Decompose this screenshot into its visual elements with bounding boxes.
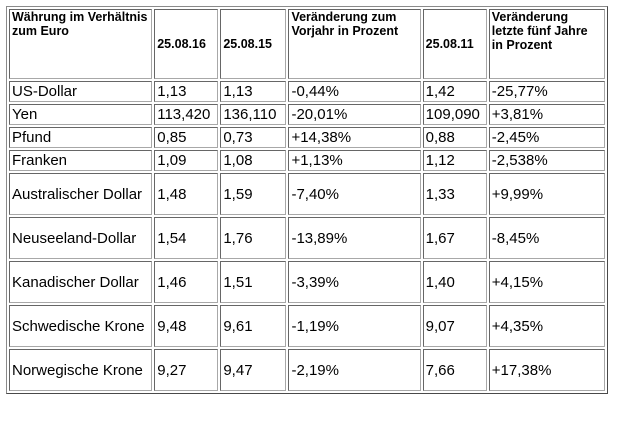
rate-2011-cell: 1,12	[423, 150, 487, 171]
rate-2016-cell: 1,13	[154, 81, 218, 102]
header-date-2015: 25.08.15	[220, 9, 286, 79]
currency-cell: US-Dollar	[9, 81, 152, 102]
change-year-cell: -13,89%	[288, 217, 420, 259]
rate-2011-cell: 9,07	[423, 305, 487, 347]
currency-cell: Schwedische Krone	[9, 305, 152, 347]
rate-2015-cell: 136,110	[220, 104, 286, 125]
change-five-years-cell: +4,35%	[489, 305, 605, 347]
rate-2015-cell: 9,61	[220, 305, 286, 347]
rate-2011-cell: 109,090	[423, 104, 487, 125]
table-row	[9, 305, 605, 347]
rate-2015-cell: 9,47	[220, 349, 286, 391]
change-year-cell: -1,19%	[288, 305, 420, 347]
change-five-years-cell: +9,99%	[489, 173, 605, 215]
change-year-cell: -2,19%	[288, 349, 420, 391]
change-year-cell: -3,39%	[288, 261, 420, 303]
rate-2016-cell: 1,48	[154, 173, 218, 215]
table-row	[9, 173, 605, 215]
exchange-rate-table-container	[6, 6, 608, 394]
change-five-years-cell: -2,45%	[489, 127, 605, 148]
rate-2016-cell: 113,420	[154, 104, 218, 125]
table-row	[9, 261, 605, 303]
change-year-cell: -20,01%	[288, 104, 420, 125]
exchange-rate-table	[6, 6, 608, 394]
header-date-2016: 25.08.16	[154, 9, 218, 79]
rate-2011-cell: 1,42	[423, 81, 487, 102]
rate-2011-cell: 1,33	[423, 173, 487, 215]
header-change-five-years: Veränderung letzte fünf Jahre in Prozent	[489, 9, 605, 79]
table-row	[9, 150, 605, 171]
rate-2016-cell: 9,27	[154, 349, 218, 391]
change-five-years-cell: +3,81%	[489, 104, 605, 125]
change-year-cell: +1,13%	[288, 150, 420, 171]
rate-2015-cell: 1,13	[220, 81, 286, 102]
table-header-row	[9, 9, 605, 79]
currency-cell: Kanadischer Dollar	[9, 261, 152, 303]
rate-2016-cell: 0,85	[154, 127, 218, 148]
table-row	[9, 81, 605, 102]
rate-2011-cell: 7,66	[423, 349, 487, 391]
rate-2011-cell: 0,88	[423, 127, 487, 148]
currency-cell: Australischer Dollar	[9, 173, 152, 215]
header-date-2011: 25.08.11	[423, 9, 487, 79]
change-year-cell: -7,40%	[288, 173, 420, 215]
change-year-cell: +14,38%	[288, 127, 420, 148]
table-row	[9, 104, 605, 125]
rate-2016-cell: 9,48	[154, 305, 218, 347]
rate-2015-cell: 1,76	[220, 217, 286, 259]
table-row	[9, 217, 605, 259]
header-change-year: Veränderung zum Vorjahr in Prozent	[288, 9, 420, 79]
rate-2015-cell: 1,08	[220, 150, 286, 171]
rate-2011-cell: 1,67	[423, 217, 487, 259]
change-five-years-cell: -2,538%	[489, 150, 605, 171]
change-year-cell: -0,44%	[288, 81, 420, 102]
change-five-years-cell: +17,38%	[489, 349, 605, 391]
change-five-years-cell: -25,77%	[489, 81, 605, 102]
currency-cell: Franken	[9, 150, 152, 171]
rate-2011-cell: 1,40	[423, 261, 487, 303]
currency-cell: Norwegische Krone	[9, 349, 152, 391]
rate-2015-cell: 1,51	[220, 261, 286, 303]
rate-2016-cell: 1,54	[154, 217, 218, 259]
currency-cell: Yen	[9, 104, 152, 125]
currency-cell: Neuseeland-Dollar	[9, 217, 152, 259]
rate-2016-cell: 1,46	[154, 261, 218, 303]
table-row	[9, 127, 605, 148]
rate-2016-cell: 1,09	[154, 150, 218, 171]
change-five-years-cell: +4,15%	[489, 261, 605, 303]
rate-2015-cell: 1,59	[220, 173, 286, 215]
change-five-years-cell: -8,45%	[489, 217, 605, 259]
rate-2015-cell: 0,73	[220, 127, 286, 148]
header-currency: Währung im Verhältnis zum Euro	[9, 9, 152, 79]
currency-cell: Pfund	[9, 127, 152, 148]
table-row	[9, 349, 605, 391]
